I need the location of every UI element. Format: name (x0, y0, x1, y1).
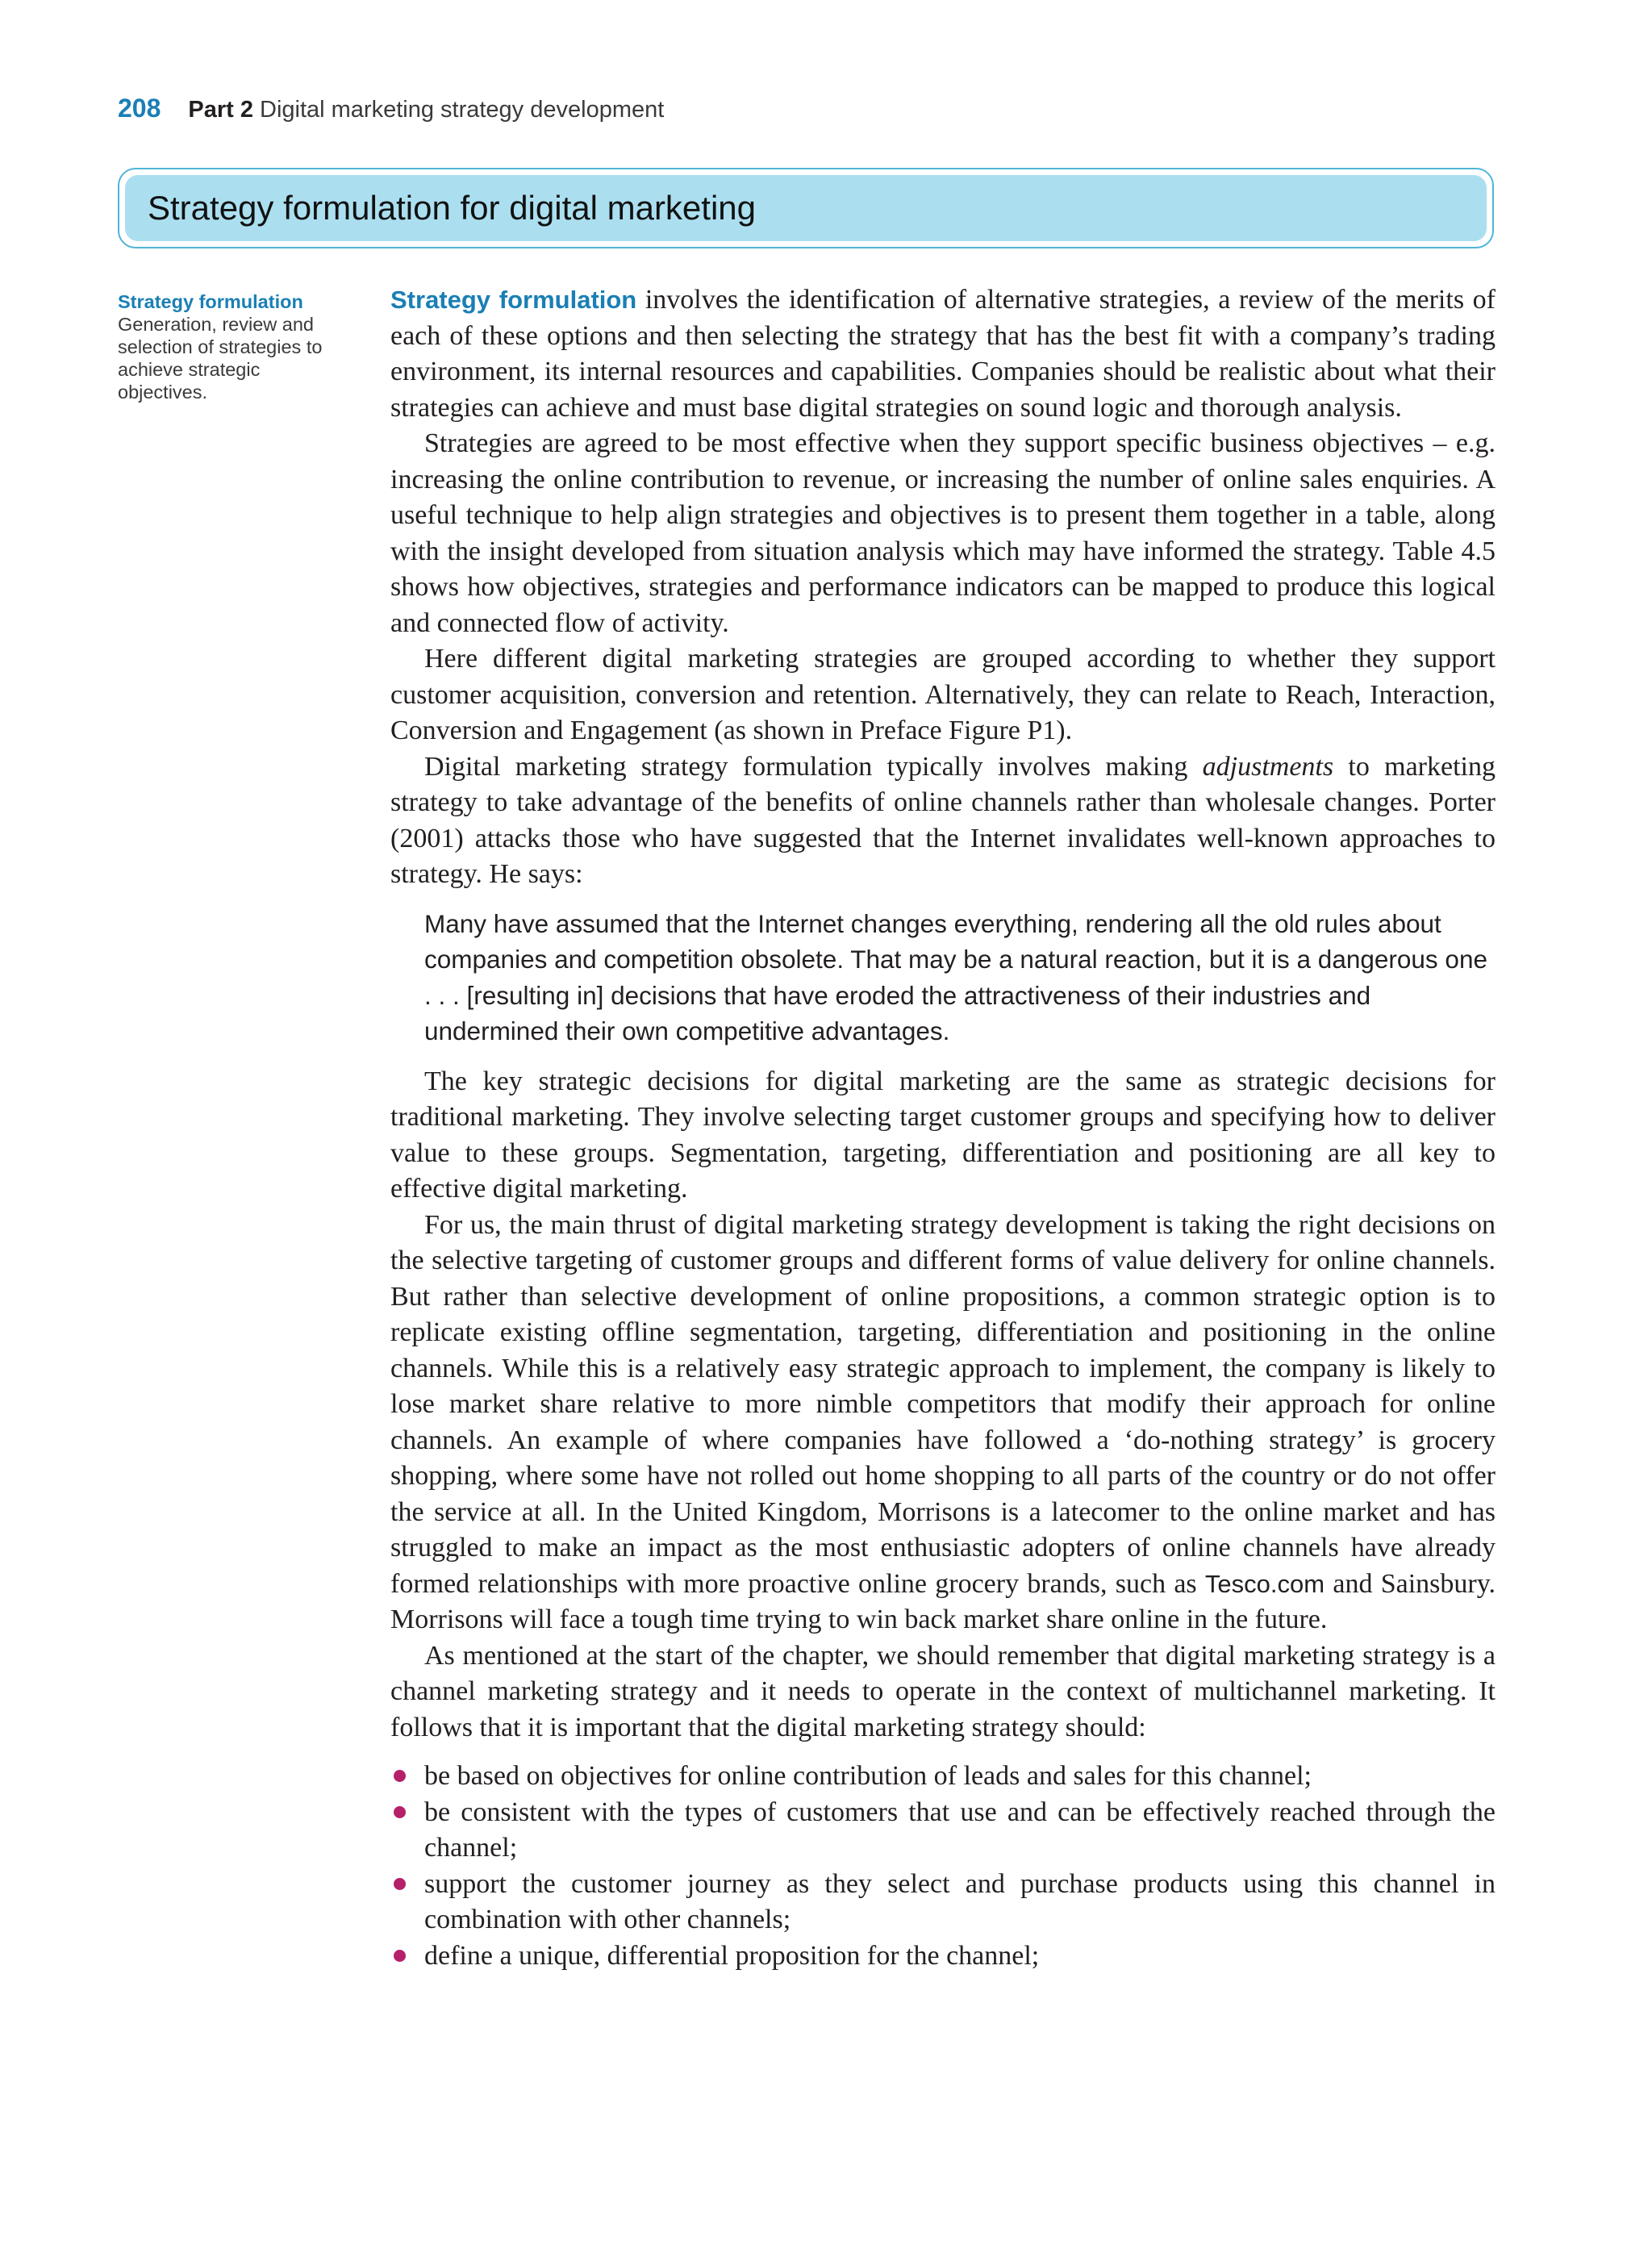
page-number: 208 (118, 94, 161, 123)
paragraph-7: As mentioned at the start of the chapter, we should remember that digital marketing strategy is a channel marketing strategy and it needs to operate in the context of multichannel marketing. It follows that it is important that the digital marketing strategy should: (390, 1640, 1496, 1742)
paragraph-4: Digital marketing strategy formulation typically involves making adjustments to marketing strategy to take advantage of the benefits of online channels rather than wholesale changes. Porter (2001) attacks those who have suggested that the Internet invalidates well-known approaches to strategy. He says: (390, 751, 1496, 889)
list-item: be based on objectives for online contribution of leads and sales for this channel; (390, 1759, 1496, 1795)
list-item: be consistent with the types of customers that use and can be effectively reached through the channel; (390, 1795, 1496, 1867)
bullet-icon (394, 1878, 406, 1890)
paragraph-6: For us, the main thrust of digital marketing strategy development is taking the right decisions on the selective targeting of customer groups and different forms of value delivery for online channels. But rather than selective development of online propositions, a common strategic option is to replicate existing offline segmentation, targeting, differentiation and positioning in the online channels. While this is a relatively easy strategic approach to implement, the company is likely to lose market share relative to more nimble competitors that modify their approach for online channels. An example of where companies have followed a ‘do-nothing strategy’ is grocery shopping, where some have not rolled out home shopping to all parts of the country or do not offer the service at all. In the United Kingdom, Morrisons is a latecomer to the online market and has struggled to make an impact as the most enthusiastic adopters of online channels have already formed relationships with more proactive online grocery brands, such as Tesco.com and Sainsbury. Morrisons will face a tough time trying to win back market share online in the future. (390, 1209, 1496, 1634)
list-item: define a unique, differential proposition for the channel; (390, 1938, 1496, 1975)
block-quote: Many have assumed that the Internet changes everything, rendering all the old rules about companies and competition obsolete. That may be a natural reaction, but it is a dangerous one . . . [resulting in] decisions that have eroded the attractiveness of their industries and undermined their own competitive advantages. (424, 908, 1487, 1045)
list-item: support the customer journey as they select and purchase products using this channel in combination with other channels; (390, 1867, 1496, 1938)
paragraph-3: Here different digital marketing strategies are grouped according to whether they support customer acquisition, conversion and retention. Alternatively, they can relate to Reach, Interaction, Conversion and Engagement (as shown in Preface Figure P1). (390, 644, 1496, 745)
body-text (390, 282, 1496, 1974)
section-heading: Strategy formulation for digital marketing (125, 175, 1487, 241)
running-head-title: Digital marketing strategy development (260, 97, 665, 123)
margin-definition (118, 290, 352, 403)
bullet-list (390, 1759, 1496, 1974)
bullet-icon (394, 1806, 406, 1818)
paragraph-1: Strategy formulation involves the identification of alternative strategies, a review of the merits of each of these options and then selecting the strategy that has the best fit with a company’s trading environment, its internal resources and capabilities. Companies should be realistic about what their strategies can achieve and must base digital strategies on sound logic and thorough analysis. (390, 285, 1496, 423)
section-heading-box (118, 168, 1494, 248)
margin-term: Strategy formulation (118, 291, 303, 312)
running-head (118, 94, 664, 123)
part-label: Part 2 (188, 97, 253, 123)
paragraph-2: Strategies are agreed to be most effective when they support specific business objectives – e.g. increasing the online contribution to revenue, or increasing the number of online sales enquiries. A useful technique to help align strategies and objectives is to present them together in a table, along with the insight developed from situation analysis which may have informed the strategy. Table 4.5 shows how objectives, strategies and performance indicators can be mapped to produce this logical and connected flow of activity. (390, 428, 1496, 638)
key-term: Strategy formulation (390, 286, 637, 314)
bullet-icon (394, 1770, 406, 1782)
margin-definition-text: Generation, review and selection of strategies to achieve strategic objectives. (118, 314, 323, 403)
paragraph-5: The key strategic decisions for digital marketing are the same as strategic decisions for traditional marketing. They involve selecting target customer groups and specifying how to deliver value to these groups. Segmentation, targeting, differentiation and positioning are all key to effective digital marketing. (390, 1066, 1496, 1204)
bullet-icon (394, 1950, 406, 1962)
emphasis: adjustments (1202, 751, 1334, 782)
web-address: Tesco.com (1204, 1569, 1325, 1598)
